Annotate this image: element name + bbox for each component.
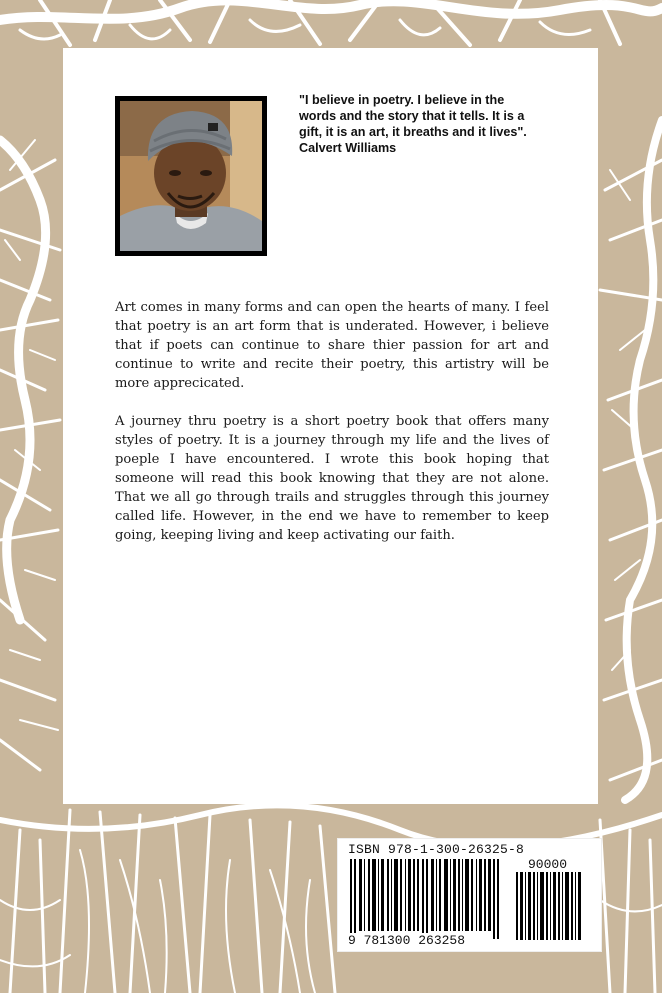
isbn-label: ISBN 978-1-300-26325-8 — [348, 842, 525, 857]
book-description — [115, 298, 549, 564]
ean-barcode-icon — [350, 859, 510, 939]
description-paragraph: A journey thru poetry is a short poetry book that offers many styles of poetry. It is a journey through my life and the lives of poeple I have encountered. I wrote this book hoping that someone will read this book knowing that they are not alone. That we all go through trails and struggles through this journey called life. However, in the end we have to remember to keep going, keeping living and keep activating our faith. — [115, 414, 549, 543]
description-paragraph: Art comes in many forms and can open the hearts of many. I feel that poetry is an art form that is underated. However, i believe that if poets can continue to share thier passion for art and continue to write and recite their poetry, this artistry will be more apprecicated. — [115, 300, 549, 391]
author-photo — [115, 96, 267, 256]
author-quote: "I believe in poetry. I believe in the words and the story that it tells. It is a gift, it is an art, it breaths and it lives". Calvert Williams — [299, 93, 527, 155]
price-code: 90000 — [528, 857, 568, 872]
barcode-digits: 9 781300 263258 — [348, 933, 466, 948]
price-barcode-icon — [516, 872, 584, 940]
isbn-barcode — [337, 838, 602, 952]
back-cover-panel — [63, 48, 598, 804]
author-portrait-icon — [120, 101, 262, 251]
